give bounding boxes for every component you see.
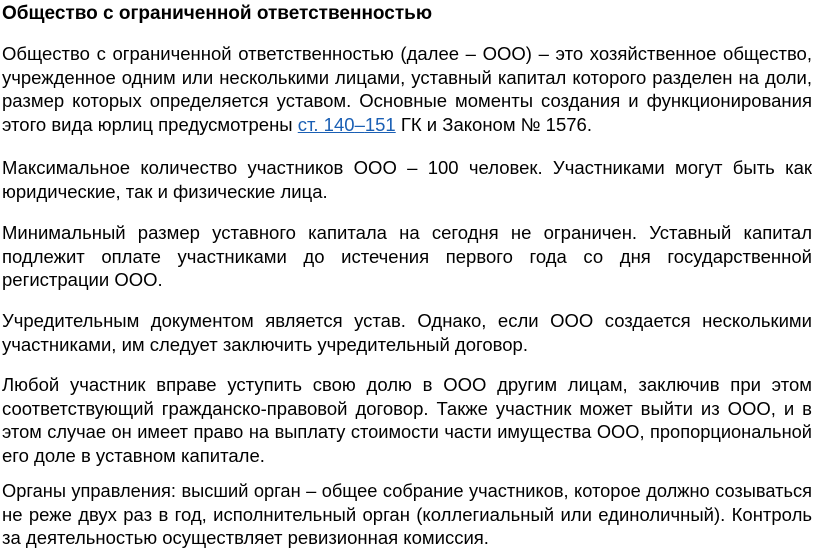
paragraph-line: Органы управления: высший орган – общее собрание участников, которое должно созываться: [2, 480, 812, 501]
paragraph-line: регистрации ООО.: [2, 269, 163, 290]
line-text-suffix: ГК и Законом № 1576.: [395, 113, 592, 135]
paragraph-line: его доле в уставном капитале.: [2, 444, 265, 466]
paragraph-line: за деятельностью осуществляет ревизионная комиссия.: [2, 527, 489, 548]
paragraph-line: этом случае он имеет право на выплату стоимости части имущества ООО, пропорциональной: [2, 421, 812, 442]
paragraph-share-transfer: [2, 373, 812, 467]
link-separator: –: [354, 113, 365, 135]
paragraph-line: учрежденное одним или несколькими лицами, уставный капитал которого разделен на доли,: [2, 66, 812, 88]
paragraph-line: Любой участник вправе уступить свою долю в ООО другим лицам, заключив при этом: [2, 374, 812, 395]
paragraph-line: Максимальное количество участников ООО – 100 человек. Участниками могут быть как: [2, 157, 812, 178]
paragraph-capital: [2, 221, 812, 292]
paragraph-line: Общество с ограниченной ответственностью (далее – ООО) – это хозяйственное общество,: [2, 43, 812, 64]
paragraph-line: не реже двух раз в год, исполнительный орган (коллегиальный или единоличный). Контроль: [2, 503, 812, 525]
paragraph-line: соответствующий гражданско-правовой договор. Также участник может выйти из ООО, и в: [2, 397, 812, 419]
paragraph-line-with-links: [2, 113, 812, 137]
paragraph-line: Учредительным документом является устав. Однако, если ООО создается несколькими: [2, 310, 812, 331]
article-140-link[interactable]: ст. 140: [297, 113, 355, 135]
line-text-prefix: этого вида юрлиц предусмотрены: [2, 113, 298, 135]
paragraph-definition: [2, 42, 812, 136]
page-title: Общество с ограниченной ответственностью: [2, 3, 433, 24]
article-151-link[interactable]: 151: [364, 113, 396, 135]
paragraph-line: размер которых определяется уставом. Основные моменты создания и функционирования: [2, 90, 812, 111]
paragraph-participants: [2, 156, 812, 203]
paragraph-charter: [2, 309, 812, 356]
paragraph-line: подлежит оплате участниками до истечения первого года со дня государственной: [2, 245, 812, 267]
paragraph-line: юридические, так и физические лица.: [2, 180, 328, 202]
paragraph-line: участниками, им следует заключить учредительный договор.: [2, 333, 528, 355]
paragraph-governance: [2, 479, 812, 550]
paragraph-line: Минимальный размер уставного капитала на сегодня не ограничен. Уставный капитал: [2, 222, 812, 243]
